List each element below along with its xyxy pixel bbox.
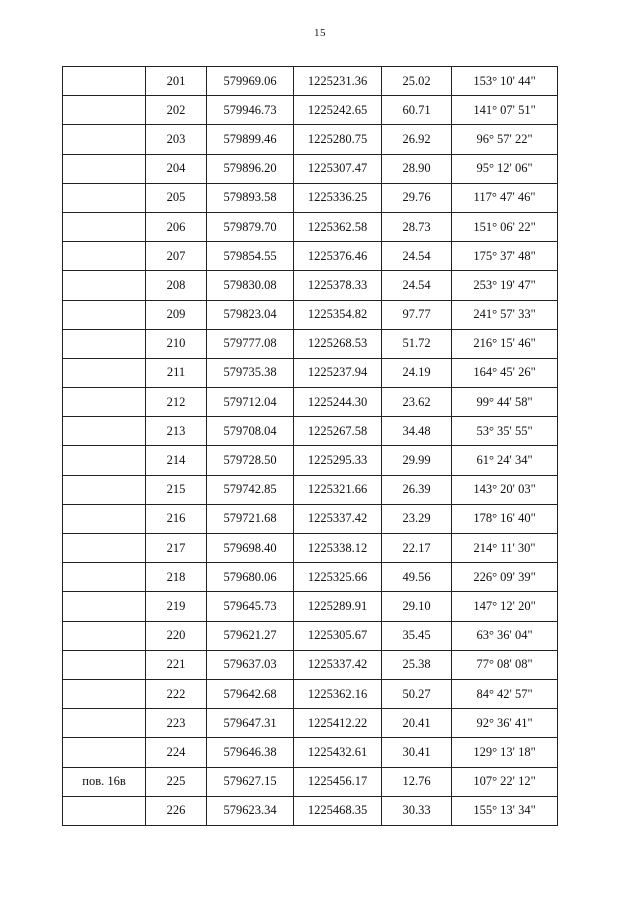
y-coordinate-cell: 1225362.16 (294, 679, 382, 708)
direction-angle-cell: 95° 12' 06" (452, 154, 558, 183)
y-coordinate-cell: 1225456.17 (294, 767, 382, 796)
table-row (63, 446, 558, 475)
y-coordinate-cell: 1225307.47 (294, 154, 382, 183)
turn-label-cell (63, 709, 146, 738)
table-row (63, 271, 558, 300)
turn-label-cell (63, 212, 146, 241)
direction-angle-cell: 151° 06' 22" (452, 212, 558, 241)
point-number-cell: 203 (146, 125, 207, 154)
y-coordinate-cell: 1225242.65 (294, 96, 382, 125)
table-row (63, 358, 558, 387)
length-cell: 28.73 (382, 212, 452, 241)
turn-label-cell (63, 300, 146, 329)
length-cell: 23.29 (382, 504, 452, 533)
y-coordinate-cell: 1225244.30 (294, 388, 382, 417)
length-cell: 29.10 (382, 592, 452, 621)
table-row (63, 212, 558, 241)
turn-label-cell: пов. 16в (63, 767, 146, 796)
direction-angle-cell: 96° 57' 22" (452, 125, 558, 154)
x-coordinate-cell: 579621.27 (207, 621, 294, 650)
turn-label-cell (63, 650, 146, 679)
table-row (63, 300, 558, 329)
point-number-cell: 220 (146, 621, 207, 650)
direction-angle-cell: 175° 37' 48" (452, 242, 558, 271)
turn-label-cell (63, 534, 146, 563)
point-number-cell: 212 (146, 388, 207, 417)
y-coordinate-cell: 1225321.66 (294, 475, 382, 504)
point-number-cell: 211 (146, 358, 207, 387)
direction-angle-cell: 141° 07' 51" (452, 96, 558, 125)
length-cell: 60.71 (382, 96, 452, 125)
turn-label-cell (63, 738, 146, 767)
direction-angle-cell: 107° 22' 12" (452, 767, 558, 796)
point-number-cell: 215 (146, 475, 207, 504)
direction-angle-cell: 53° 35' 55" (452, 417, 558, 446)
point-number-cell: 213 (146, 417, 207, 446)
length-cell: 29.99 (382, 446, 452, 475)
table-row (63, 767, 558, 796)
turn-label-cell (63, 417, 146, 446)
point-number-cell: 219 (146, 592, 207, 621)
point-number-cell: 225 (146, 767, 207, 796)
turn-label-cell (63, 67, 146, 96)
length-cell: 12.76 (382, 767, 452, 796)
direction-angle-cell: 77° 08' 08" (452, 650, 558, 679)
length-cell: 26.39 (382, 475, 452, 504)
table-row (63, 96, 558, 125)
table-row (63, 475, 558, 504)
x-coordinate-cell: 579879.70 (207, 212, 294, 241)
turn-label-cell (63, 592, 146, 621)
turn-label-cell (63, 96, 146, 125)
turn-label-cell (63, 242, 146, 271)
direction-angle-cell: 129° 13' 18" (452, 738, 558, 767)
x-coordinate-cell: 579823.04 (207, 300, 294, 329)
y-coordinate-cell: 1225289.91 (294, 592, 382, 621)
y-coordinate-cell: 1225378.33 (294, 271, 382, 300)
x-coordinate-cell: 579627.15 (207, 767, 294, 796)
y-coordinate-cell: 1225376.46 (294, 242, 382, 271)
point-number-cell: 207 (146, 242, 207, 271)
direction-angle-cell: 241° 57' 33" (452, 300, 558, 329)
x-coordinate-cell: 579969.06 (207, 67, 294, 96)
turn-label-cell (63, 358, 146, 387)
turn-label-cell (63, 125, 146, 154)
x-coordinate-cell: 579742.85 (207, 475, 294, 504)
length-cell: 49.56 (382, 563, 452, 592)
direction-angle-cell: 216° 15' 46" (452, 329, 558, 358)
x-coordinate-cell: 579896.20 (207, 154, 294, 183)
direction-angle-cell: 178° 16' 40" (452, 504, 558, 533)
length-cell: 25.02 (382, 67, 452, 96)
direction-angle-cell: 143° 20' 03" (452, 475, 558, 504)
y-coordinate-cell: 1225354.82 (294, 300, 382, 329)
point-number-cell: 224 (146, 738, 207, 767)
y-coordinate-cell: 1225267.58 (294, 417, 382, 446)
point-number-cell: 202 (146, 96, 207, 125)
turn-label-cell (63, 388, 146, 417)
turn-label-cell (63, 475, 146, 504)
length-cell: 24.54 (382, 271, 452, 300)
direction-angle-cell: 155° 13' 34" (452, 796, 558, 825)
turn-label-cell (63, 621, 146, 650)
direction-angle-cell: 153° 10' 44" (452, 67, 558, 96)
x-coordinate-cell: 579623.34 (207, 796, 294, 825)
table-row (63, 504, 558, 533)
x-coordinate-cell: 579777.08 (207, 329, 294, 358)
length-cell: 50.27 (382, 679, 452, 708)
length-cell: 34.48 (382, 417, 452, 446)
table-row (63, 650, 558, 679)
point-number-cell: 204 (146, 154, 207, 183)
length-cell: 24.54 (382, 242, 452, 271)
point-number-cell: 218 (146, 563, 207, 592)
y-coordinate-cell: 1225336.25 (294, 183, 382, 212)
turn-label-cell (63, 183, 146, 212)
direction-angle-cell: 253° 19' 47" (452, 271, 558, 300)
turn-label-cell (63, 563, 146, 592)
point-number-cell: 209 (146, 300, 207, 329)
x-coordinate-cell: 579721.68 (207, 504, 294, 533)
point-number-cell: 222 (146, 679, 207, 708)
x-coordinate-cell: 579899.46 (207, 125, 294, 154)
x-coordinate-cell: 579698.40 (207, 534, 294, 563)
direction-angle-cell: 92° 36' 41" (452, 709, 558, 738)
table-row (63, 329, 558, 358)
coordinates-table (62, 66, 558, 826)
table-row (63, 621, 558, 650)
length-cell: 35.45 (382, 621, 452, 650)
x-coordinate-cell: 579646.38 (207, 738, 294, 767)
turn-label-cell (63, 679, 146, 708)
y-coordinate-cell: 1225338.12 (294, 534, 382, 563)
table-row (63, 242, 558, 271)
direction-angle-cell: 147° 12' 20" (452, 592, 558, 621)
table-row (63, 534, 558, 563)
coordinates-table-body (63, 67, 558, 826)
table-row (63, 417, 558, 446)
x-coordinate-cell: 579637.03 (207, 650, 294, 679)
y-coordinate-cell: 1225432.61 (294, 738, 382, 767)
x-coordinate-cell: 579645.73 (207, 592, 294, 621)
table-row (63, 738, 558, 767)
point-number-cell: 201 (146, 67, 207, 96)
direction-angle-cell: 63° 36' 04" (452, 621, 558, 650)
direction-angle-cell: 99° 44' 58" (452, 388, 558, 417)
table-row (63, 796, 558, 825)
y-coordinate-cell: 1225268.53 (294, 329, 382, 358)
table-row (63, 709, 558, 738)
length-cell: 24.19 (382, 358, 452, 387)
turn-label-cell (63, 271, 146, 300)
turn-label-cell (63, 446, 146, 475)
point-number-cell: 226 (146, 796, 207, 825)
turn-label-cell (63, 329, 146, 358)
table-row (63, 154, 558, 183)
x-coordinate-cell: 579728.50 (207, 446, 294, 475)
turn-label-cell (63, 504, 146, 533)
point-number-cell: 223 (146, 709, 207, 738)
point-number-cell: 217 (146, 534, 207, 563)
y-coordinate-cell: 1225337.42 (294, 504, 382, 533)
direction-angle-cell: 164° 45' 26" (452, 358, 558, 387)
direction-angle-cell: 61° 24' 34" (452, 446, 558, 475)
x-coordinate-cell: 579642.68 (207, 679, 294, 708)
point-number-cell: 210 (146, 329, 207, 358)
y-coordinate-cell: 1225337.42 (294, 650, 382, 679)
y-coordinate-cell: 1225325.66 (294, 563, 382, 592)
y-coordinate-cell: 1225305.67 (294, 621, 382, 650)
x-coordinate-cell: 579712.04 (207, 388, 294, 417)
x-coordinate-cell: 579708.04 (207, 417, 294, 446)
x-coordinate-cell: 579680.06 (207, 563, 294, 592)
x-coordinate-cell: 579946.73 (207, 96, 294, 125)
point-number-cell: 205 (146, 183, 207, 212)
point-number-cell: 208 (146, 271, 207, 300)
table-row (63, 388, 558, 417)
y-coordinate-cell: 1225280.75 (294, 125, 382, 154)
y-coordinate-cell: 1225412.22 (294, 709, 382, 738)
x-coordinate-cell: 579735.38 (207, 358, 294, 387)
y-coordinate-cell: 1225468.35 (294, 796, 382, 825)
table-row (63, 592, 558, 621)
page-number: 15 (314, 27, 326, 39)
length-cell: 22.17 (382, 534, 452, 563)
direction-angle-cell: 117° 47' 46" (452, 183, 558, 212)
length-cell: 30.33 (382, 796, 452, 825)
length-cell: 97.77 (382, 300, 452, 329)
point-number-cell: 221 (146, 650, 207, 679)
point-number-cell: 216 (146, 504, 207, 533)
direction-angle-cell: 226° 09' 39" (452, 563, 558, 592)
length-cell: 20.41 (382, 709, 452, 738)
y-coordinate-cell: 1225362.58 (294, 212, 382, 241)
length-cell: 30.41 (382, 738, 452, 767)
x-coordinate-cell: 579854.55 (207, 242, 294, 271)
turn-label-cell (63, 154, 146, 183)
length-cell: 51.72 (382, 329, 452, 358)
x-coordinate-cell: 579830.08 (207, 271, 294, 300)
table-row (63, 183, 558, 212)
y-coordinate-cell: 1225237.94 (294, 358, 382, 387)
table-row (63, 679, 558, 708)
x-coordinate-cell: 579647.31 (207, 709, 294, 738)
point-number-cell: 206 (146, 212, 207, 241)
point-number-cell: 214 (146, 446, 207, 475)
table-row (63, 563, 558, 592)
length-cell: 29.76 (382, 183, 452, 212)
table-row (63, 67, 558, 96)
table-row (63, 125, 558, 154)
y-coordinate-cell: 1225231.36 (294, 67, 382, 96)
direction-angle-cell: 84° 42' 57" (452, 679, 558, 708)
length-cell: 25.38 (382, 650, 452, 679)
y-coordinate-cell: 1225295.33 (294, 446, 382, 475)
x-coordinate-cell: 579893.58 (207, 183, 294, 212)
direction-angle-cell: 214° 11' 30" (452, 534, 558, 563)
length-cell: 26.92 (382, 125, 452, 154)
length-cell: 23.62 (382, 388, 452, 417)
turn-label-cell (63, 796, 146, 825)
length-cell: 28.90 (382, 154, 452, 183)
